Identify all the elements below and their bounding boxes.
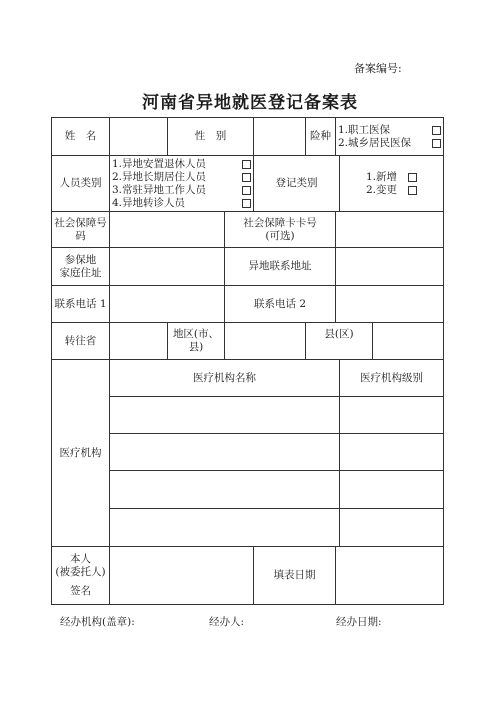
insurance-type-label: 险种 bbox=[306, 118, 336, 156]
label-line: 本人 bbox=[70, 553, 91, 565]
medical-name-input[interactable] bbox=[110, 397, 340, 434]
label-line: 社会保障卡卡号 bbox=[243, 216, 317, 229]
medical-level-input[interactable] bbox=[340, 397, 444, 434]
applicant-signature-input[interactable] bbox=[110, 547, 254, 605]
person-type-options bbox=[110, 156, 254, 212]
registration-type-option-change[interactable] bbox=[342, 184, 441, 197]
row-medical-header bbox=[52, 360, 444, 397]
checkbox-icon[interactable] bbox=[242, 173, 251, 182]
table-row bbox=[52, 509, 444, 547]
handler-label: 经办人: bbox=[209, 616, 245, 628]
gender-label: 性 别 bbox=[168, 118, 254, 156]
filing-number-label: 备案编号: bbox=[354, 62, 402, 75]
registration-type-option-label: 2.变更 bbox=[366, 183, 398, 196]
region-input[interactable] bbox=[225, 323, 306, 360]
registration-type-option-label: 1.新增 bbox=[366, 170, 398, 183]
checkbox-icon[interactable] bbox=[408, 186, 417, 195]
row-social-security bbox=[52, 212, 444, 248]
handling-agency-label: 经办机构(盖章): bbox=[60, 616, 135, 628]
row-destination bbox=[52, 323, 444, 360]
destination-province-label: 转往省 bbox=[52, 323, 110, 360]
person-type-option-label: 2.异地长期居住人员 bbox=[112, 170, 207, 183]
person-type-option-label: 3.常驻异地工作人员 bbox=[112, 183, 207, 196]
person-type-option[interactable] bbox=[112, 184, 251, 197]
medical-name-header: 医疗机构名称 bbox=[110, 360, 340, 397]
label-line: 家庭住址 bbox=[59, 266, 102, 279]
medical-name-input[interactable] bbox=[110, 434, 340, 471]
registration-type-label: 登记类别 bbox=[254, 156, 340, 212]
person-type-option-label: 1.异地安置退休人员 bbox=[112, 157, 207, 170]
county-input[interactable] bbox=[373, 323, 444, 360]
insurance-option-resident[interactable] bbox=[338, 137, 441, 150]
county-label: 县(区) bbox=[306, 323, 373, 360]
registration-type-option-new[interactable] bbox=[342, 171, 441, 184]
table-row bbox=[52, 434, 444, 471]
person-type-option[interactable] bbox=[112, 158, 251, 171]
medical-level-header: 医疗机构级别 bbox=[340, 360, 444, 397]
handling-date-label: 经办日期: bbox=[336, 616, 382, 628]
checkbox-icon[interactable] bbox=[408, 173, 417, 182]
row-signature bbox=[52, 547, 444, 605]
gender-input[interactable] bbox=[254, 118, 306, 156]
social-security-card-input[interactable] bbox=[336, 212, 444, 248]
insurance-option-employee[interactable] bbox=[338, 124, 441, 137]
region-label: 地区(市、县) bbox=[168, 323, 225, 360]
checkbox-icon[interactable] bbox=[242, 199, 251, 208]
destination-province-input[interactable] bbox=[110, 323, 168, 360]
social-security-card-label bbox=[225, 212, 336, 248]
checkbox-icon[interactable] bbox=[432, 139, 441, 148]
insurance-option-label: 1.职工医保 bbox=[338, 123, 391, 136]
label-line: 签名 bbox=[70, 585, 91, 597]
checkbox-icon[interactable] bbox=[432, 126, 441, 135]
social-security-number-label bbox=[52, 212, 110, 248]
person-type-option[interactable] bbox=[112, 197, 251, 210]
person-type-option[interactable] bbox=[112, 171, 251, 184]
remote-address-label: 异地联系地址 bbox=[225, 248, 336, 286]
social-security-number-input[interactable] bbox=[110, 212, 225, 248]
phone-2-label: 联系电话 2 bbox=[225, 286, 336, 323]
medical-institution-label: 医疗机构 bbox=[52, 360, 110, 547]
label-line: 码 bbox=[75, 229, 86, 242]
table-row bbox=[52, 397, 444, 434]
name-input[interactable] bbox=[110, 118, 168, 156]
row-phones bbox=[52, 286, 444, 323]
medical-level-input[interactable] bbox=[340, 471, 444, 509]
label-line: 社会保障号 bbox=[54, 216, 107, 229]
remote-address-input[interactable] bbox=[336, 248, 444, 286]
home-address-input[interactable] bbox=[110, 248, 225, 286]
phone-1-input[interactable] bbox=[110, 286, 225, 323]
medical-name-input[interactable] bbox=[110, 509, 340, 547]
insurance-option-label: 2.城乡居民医保 bbox=[338, 136, 412, 149]
person-type-label: 人员类别 bbox=[52, 156, 110, 212]
label-line: (可选) bbox=[265, 229, 295, 242]
row-person-type bbox=[52, 156, 444, 212]
checkbox-icon[interactable] bbox=[242, 186, 251, 195]
checkbox-icon[interactable] bbox=[242, 160, 251, 169]
medical-level-input[interactable] bbox=[340, 434, 444, 471]
label-line: 参保地 bbox=[64, 253, 97, 266]
medical-name-input[interactable] bbox=[110, 471, 340, 509]
registration-form-table bbox=[51, 117, 444, 605]
phone-2-input[interactable] bbox=[336, 286, 444, 323]
person-type-option-label: 4.异地转诊人员 bbox=[112, 196, 186, 209]
phone-1-label: 联系电话 1 bbox=[52, 286, 110, 323]
insurance-options bbox=[336, 118, 444, 156]
medical-level-input[interactable] bbox=[340, 509, 444, 547]
name-label: 姓 名 bbox=[52, 118, 110, 156]
fill-date-label: 填表日期 bbox=[254, 547, 336, 605]
applicant-signature-label bbox=[52, 547, 110, 605]
row-address bbox=[52, 248, 444, 286]
row-basic-info bbox=[52, 118, 444, 156]
table-row bbox=[52, 471, 444, 509]
fill-date-input[interactable] bbox=[336, 547, 444, 605]
label-line: (被委托人) bbox=[55, 566, 106, 578]
registration-type-options bbox=[340, 156, 444, 212]
page-title: 河南省异地就医登记备案表 bbox=[142, 93, 358, 113]
home-address-label bbox=[52, 248, 110, 286]
